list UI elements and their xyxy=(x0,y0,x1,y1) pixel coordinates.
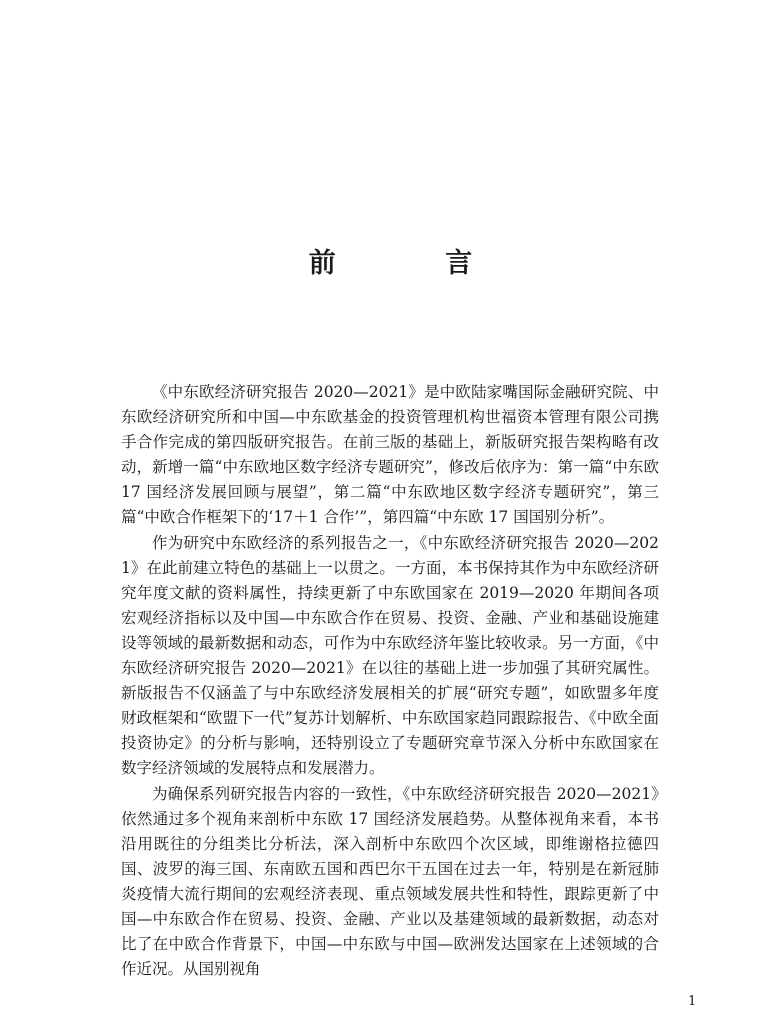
paragraph-1: 《中东欧经济研究报告 2020—2021》是中欧陆家嘴国际金融研究院、中东欧经济研究所和中国—中东欧基金的投资管理机构世福资本管理有限公司携手合作完成的第四版研究报告。在前三版的基础上，新版研究报告架构略有改动，新增一篇“中东欧地区数字经济专题研究”，修改后依序为：第一篇“中东欧 17 国经济发展回顾与展望”，第二篇“中东欧地区数字经济专题研究”，第三篇“中欧合作框架下的‘17＋1 合作’”，第四篇“中东欧 17 国国别分析”。 xyxy=(121,383,659,527)
paragraph-2: 作为研究中东欧经济的系列报告之一，《中东欧经济研究报告 2020—2021》在此前建立特色的基础上一以贯之。一方面，本书保持其作为中东欧经济研究年度文献的资料属性，持续更新了中东欧国家在 2019—2020 年期间各项宏观经济指标以及中国—中东欧合作在贸易、投资、金融、产业和基础设施建设等领域的最新数据和动态，可作为中东欧经济年鉴比较收录。另一方面，《中东欧经济研究报告 2020—2021》在以往的基础上进一步加强了其研究属性。新版报告不仅涵盖了与中东欧经济发展相关的扩展“研究专题”，如欧盟多年度财政框架和“欧盟下一代”复苏计划解析、中东欧国家趋同跟踪报告、《中欧全面投资协定》的分析与影响，还特别设立了专题研究章节深入分析中东欧国家在数字经济领域的发展特点和发展潜力。 xyxy=(121,533,659,778)
paragraph-3: 为确保系列研究报告内容的一致性，《中东欧经济研究报告 2020—2021》依然通过多个视角来剖析中东欧 17 国经济发展趋势。从整体视角来看，本书沿用既往的分组类比分析法，深入剖析中东欧四个次区域，即维谢格拉德四国、波罗的海三国、东南欧五国和西巴尔干五国在过去一年，特别是在新冠肺炎疫情大流行期间的宏观经济表现、重点领域发展共性和特性，跟踪更新了中国—中东欧合作在贸易、投资、金融、产业以及基建领域的最新数据，动态对比了在中欧合作背景下，中国—中东欧与中国—欧洲发达国家在上述领域的合作近况。从国别视角 xyxy=(121,784,659,979)
page-number: 1 xyxy=(688,994,697,1009)
page-title: 前 言 xyxy=(308,248,523,279)
body-text xyxy=(121,380,659,982)
